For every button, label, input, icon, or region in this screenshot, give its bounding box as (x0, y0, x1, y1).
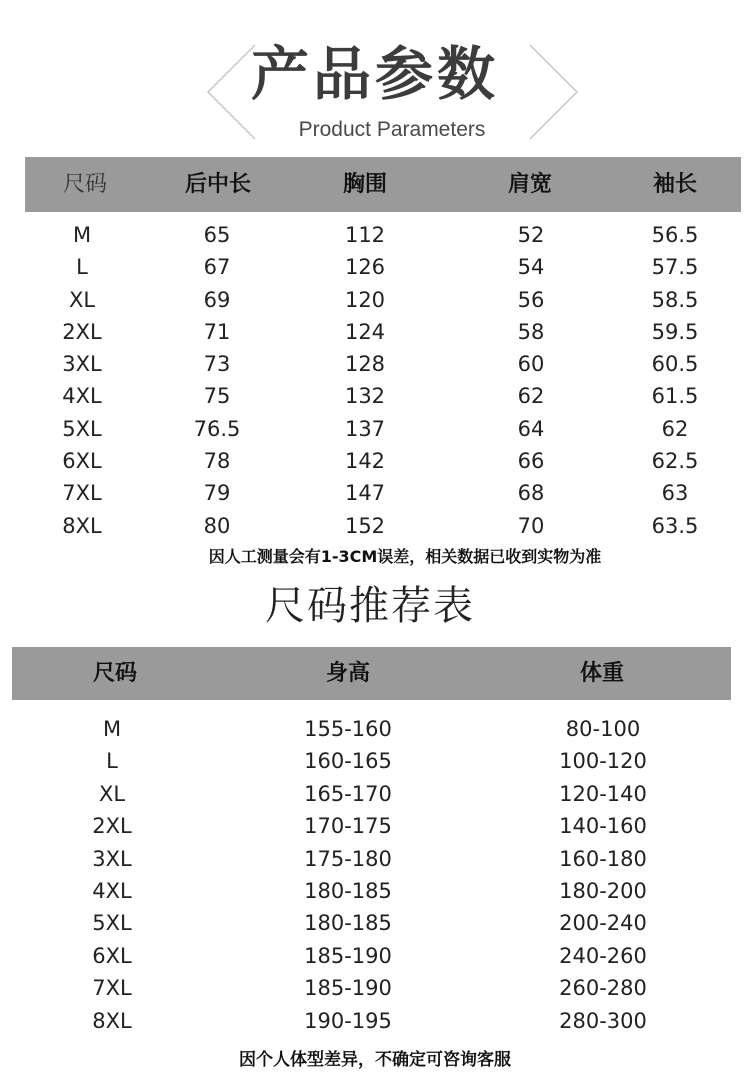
cell-weight: 240-260 (559, 943, 647, 968)
cell-chest: 132 (344, 384, 386, 409)
column-header-shoulder: 肩宽 (507, 172, 553, 197)
table-row (0, 316, 750, 348)
cell-chest: 147 (344, 481, 386, 506)
cell-shoulder: 64 (517, 416, 545, 441)
cell-size: 3XL (62, 352, 102, 377)
cell-sleeve: 61.5 (651, 384, 699, 409)
cell-shoulder: 60 (517, 352, 545, 377)
cell-size: 5XL (92, 911, 132, 936)
cell-size: XL (98, 781, 126, 806)
page-header (0, 0, 750, 150)
cell-weight: 80-100 (565, 717, 641, 741)
cell-chest: 124 (344, 319, 386, 344)
cell-height: 180-185 (304, 911, 392, 936)
cell-weight: 200-240 (559, 911, 647, 936)
cell-shoulder: 70 (517, 513, 545, 538)
column-header-sleeve: 袖长 (652, 172, 698, 197)
cell-chest: 120 (344, 287, 386, 312)
cell-size: L (106, 749, 118, 774)
size-table-header (25, 157, 741, 212)
cell-weight: 140-160 (559, 814, 647, 839)
cell-size: 7XL (92, 976, 132, 1001)
cell-size: 5XL (62, 416, 102, 441)
table-row (0, 778, 750, 810)
fit-note: 因个人体型差异，不确定可咨询客服 (239, 1050, 511, 1070)
column-header-height: 身高 (325, 661, 371, 686)
cell-weight: 180-200 (559, 878, 647, 903)
table-row (0, 510, 750, 542)
cell-back-length: 80 (203, 513, 231, 538)
cell-weight: 280-300 (559, 1008, 647, 1033)
column-header-weight: 体重 (579, 661, 625, 686)
cell-height: 165-170 (304, 781, 392, 806)
cell-chest: 112 (344, 223, 386, 247)
cell-sleeve: 62.5 (651, 449, 699, 474)
cell-back-length: 73 (203, 352, 231, 377)
cell-shoulder: 56 (517, 287, 545, 312)
cell-sleeve: 60.5 (651, 352, 699, 377)
cell-size: 7XL (62, 481, 102, 506)
page-title: 产品参数 (250, 40, 499, 108)
table-row (0, 284, 750, 316)
cell-sleeve: 56.5 (651, 223, 699, 247)
cell-height: 190-195 (304, 1008, 392, 1033)
table-row (0, 875, 750, 907)
cell-size: 6XL (62, 449, 102, 474)
cell-height: 175-180 (304, 846, 392, 871)
cell-height: 160-165 (304, 749, 392, 774)
cell-back-length: 71 (203, 319, 231, 344)
cell-weight: 260-280 (559, 976, 647, 1001)
page-subtitle: Product Parameters (298, 118, 486, 141)
cell-size: 4XL (92, 878, 132, 903)
cell-sleeve: 63 (661, 481, 689, 506)
column-header-chest: 胸围 (342, 172, 388, 197)
table-row (0, 219, 750, 251)
cell-sleeve: 59.5 (651, 319, 699, 344)
cell-size: XL (68, 287, 96, 312)
cell-size: 8XL (62, 513, 102, 538)
cell-size: M (102, 717, 122, 741)
table-row (0, 445, 750, 477)
cell-size: 8XL (92, 1008, 132, 1033)
table-row (0, 843, 750, 875)
cell-back-length: 69 (203, 287, 231, 312)
table-row (0, 713, 750, 745)
size-table-body (0, 219, 750, 542)
column-header-back-length: 后中长 (184, 172, 252, 197)
cell-height: 155-160 (304, 717, 392, 741)
cell-chest: 152 (344, 513, 386, 538)
cell-back-length: 75 (203, 384, 231, 409)
cell-back-length: 78 (203, 449, 231, 474)
measurement-note: 因人工测量会有1-3CM误差，相关数据已收到实物为准 (208, 547, 602, 566)
table-row (0, 972, 750, 1004)
cell-weight: 120-140 (559, 781, 647, 806)
table-row (0, 251, 750, 283)
cell-weight: 160-180 (559, 846, 647, 871)
recommend-table-title: 尺码推荐表 (265, 583, 475, 629)
cell-chest: 126 (344, 255, 386, 280)
cell-shoulder: 52 (517, 223, 545, 247)
cell-sleeve: 57.5 (651, 255, 699, 280)
cell-size: 3XL (92, 846, 132, 871)
cell-size: L (76, 255, 88, 280)
cell-height: 180-185 (304, 878, 392, 903)
table-row (0, 940, 750, 972)
cell-chest: 142 (344, 449, 386, 474)
cell-size: 4XL (62, 384, 102, 409)
recommend-table-body (0, 713, 750, 1037)
cell-height: 185-190 (304, 943, 392, 968)
cell-shoulder: 66 (517, 449, 545, 474)
cell-sleeve: 63.5 (651, 513, 699, 538)
cell-chest: 137 (344, 416, 386, 441)
cell-height: 185-190 (304, 976, 392, 1001)
cell-size: 2XL (92, 814, 132, 839)
cell-size: M (72, 223, 92, 247)
column-header-size: 尺码 (92, 661, 138, 686)
cell-sleeve: 58.5 (651, 287, 699, 312)
table-row (0, 1005, 750, 1037)
cell-back-length: 65 (203, 223, 231, 247)
table-row (0, 745, 750, 777)
column-header-size: 尺码 (62, 172, 108, 197)
cell-size: 2XL (62, 319, 102, 344)
cell-size: 6XL (92, 943, 132, 968)
cell-shoulder: 58 (517, 319, 545, 344)
cell-shoulder: 68 (517, 481, 545, 506)
cell-shoulder: 62 (517, 384, 545, 409)
table-row (0, 477, 750, 509)
cell-back-length: 76.5 (193, 416, 241, 441)
recommend-table-header (12, 647, 731, 700)
cell-sleeve: 62 (661, 416, 689, 441)
table-row (0, 413, 750, 445)
table-row (0, 810, 750, 842)
cell-back-length: 79 (203, 481, 231, 506)
cell-back-length: 67 (203, 255, 231, 280)
table-row (0, 380, 750, 412)
cell-chest: 128 (344, 352, 386, 377)
cell-weight: 100-120 (559, 749, 647, 774)
cell-height: 170-175 (304, 814, 392, 839)
table-row (0, 907, 750, 939)
table-row (0, 348, 750, 380)
cell-shoulder: 54 (517, 255, 545, 280)
